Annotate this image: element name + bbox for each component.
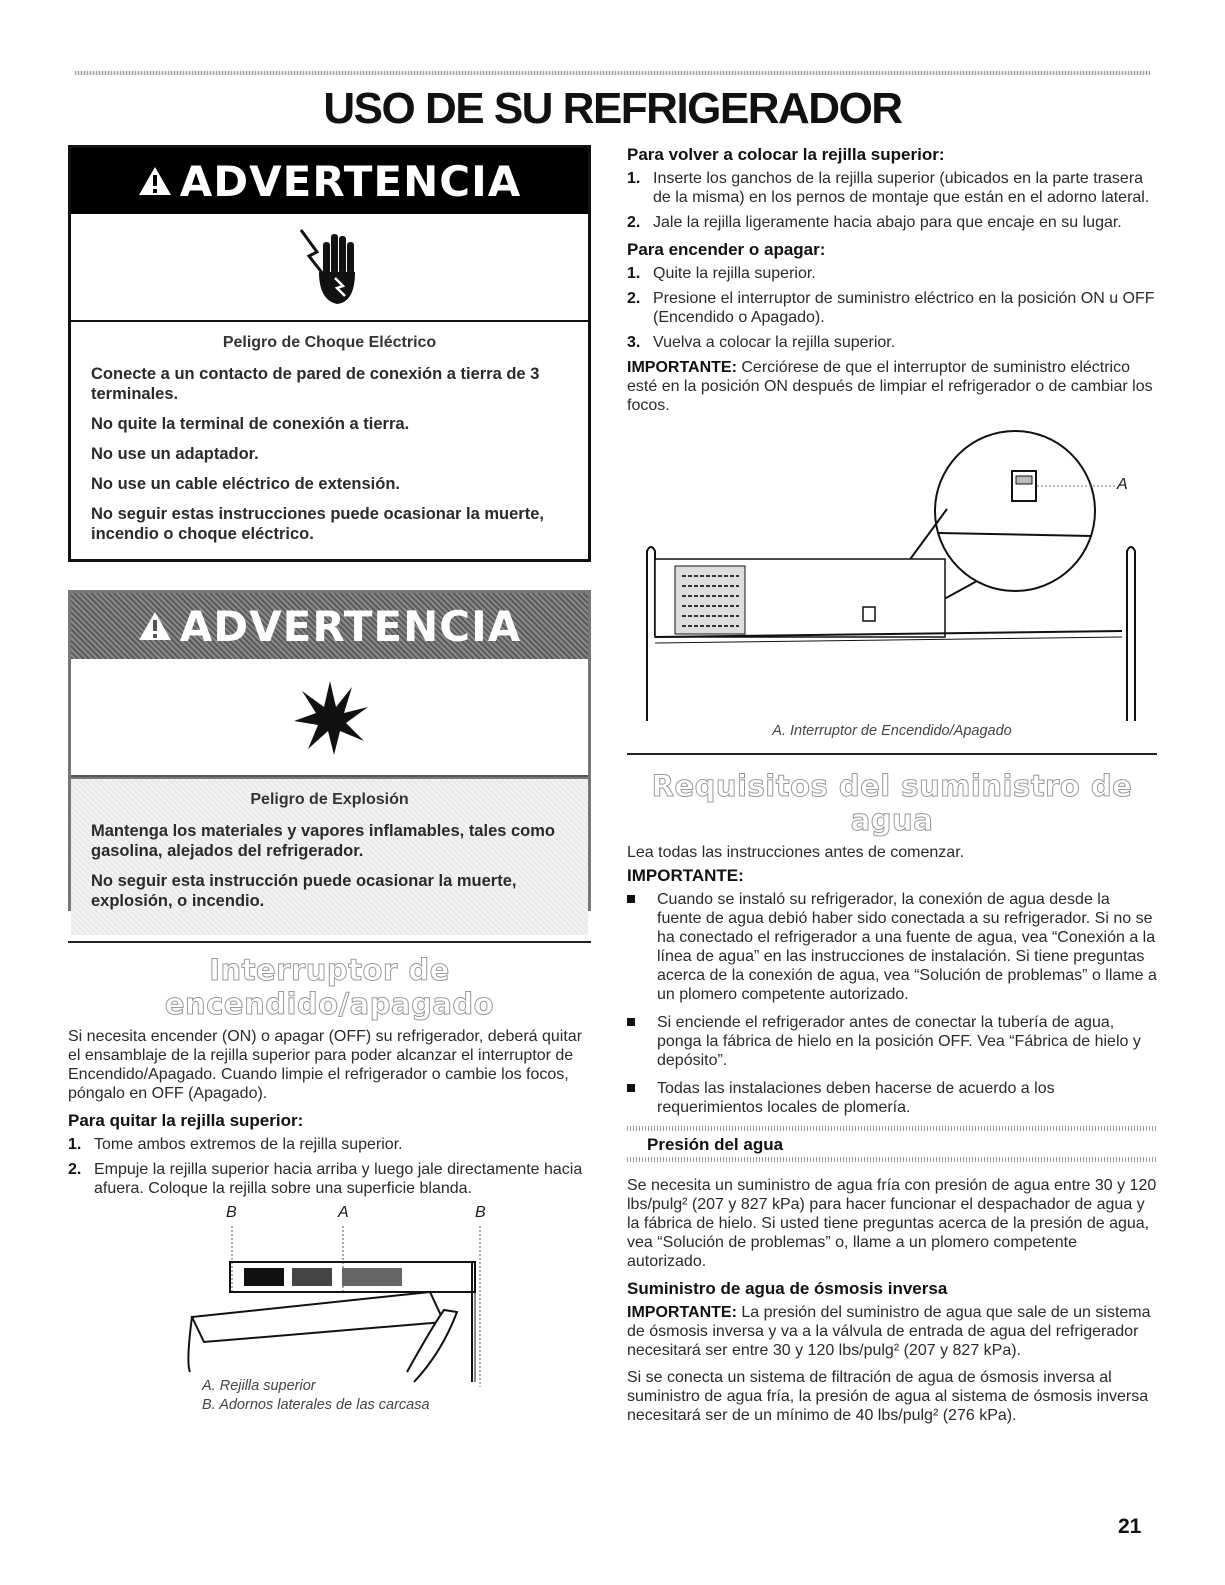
figure-caption: A. Rejilla superior bbox=[202, 1378, 316, 1394]
dotted-rule bbox=[627, 1126, 1157, 1131]
water-section-heading: Requisitos del suministro de agua bbox=[651, 768, 1133, 837]
left-column bbox=[68, 145, 591, 1419]
figure-caption: B. Adornos laterales de las carcasa bbox=[202, 1397, 430, 1413]
warning-banner-text: ADVERTENCIA bbox=[179, 156, 522, 206]
list-item: 2. Empuje la rejilla superior hacia arriba y luego jale directamente hacia afuera. Coloque la rejilla sobre una superficie blanda. bbox=[68, 1161, 583, 1197]
switch-section-heading: Interruptor de encendido/apagado bbox=[164, 953, 495, 1021]
list-item: 2. Jale la rejilla ligeramente hacia abajo para que encaje en su lugar. bbox=[627, 214, 1122, 231]
replace-grille-heading: Para volver a colocar la rejilla superior: bbox=[627, 145, 945, 164]
figure-label-b-left: B bbox=[226, 1204, 237, 1221]
warning-triangle-icon bbox=[138, 166, 172, 196]
explosion-icon-area bbox=[71, 659, 588, 777]
list-item: 1. Inserte los ganchos de la rejilla superior (ubicados en la parte trasera de la misma) en los pernos de montaje que están en el adorno lateral. bbox=[627, 170, 1150, 206]
dotted-rule bbox=[627, 1157, 1157, 1162]
warning-triangle-icon bbox=[138, 611, 172, 641]
explosion-icon bbox=[290, 677, 370, 757]
switch-location-illustration bbox=[627, 421, 1157, 721]
warning-line: No seguir esta instrucción puede ocasionar la muerte, explosión, o incendio. bbox=[91, 872, 517, 910]
switch-location-figure bbox=[627, 421, 1157, 751]
right-column bbox=[627, 145, 1157, 1425]
section-rule bbox=[627, 753, 1157, 755]
list-item: Si enciende el refrigerador antes de conectar la tubería de agua, ponga la fábrica de hielo en la posición OFF. Vea “Fábrica de hielo y depósito”. bbox=[627, 1013, 1157, 1070]
replace-grille-steps bbox=[627, 169, 1157, 232]
warning-line: No use un cable eléctrico de extensión. bbox=[91, 475, 401, 493]
shock-icon-area bbox=[71, 214, 588, 322]
warning-banner bbox=[71, 148, 588, 214]
page-number: 21 bbox=[1118, 1515, 1142, 1538]
warning-body bbox=[71, 777, 588, 935]
list-item: Cuando se instaló su refrigerador, la conexión de agua desde la fuente de agua debió haber sido conectada a su refrigerador. Si no se ha conectado el refrigerador a una fuente de agua, vea “Conexión a la línea de agua” en las instrucciones de instalación. Si tiene preguntas acerca de la conexión de agua, vea “Solución de problemas” o llame a un plomero competente autorizado. bbox=[627, 890, 1157, 1004]
figure-label-b-right: B bbox=[475, 1204, 486, 1221]
hazard-title: Peligro de Explosión bbox=[250, 791, 409, 808]
water-intro: Lea todas las instrucciones antes de comenzar. bbox=[627, 843, 965, 861]
important-note: IMPORTANTE: Cerciórese de que el interruptor de suministro eléctrico esté en la posición ON después de limpiar el refrigerador o de cambiar los focos. bbox=[627, 359, 1153, 414]
warning-line: Mantenga los materiales y vapores inflamables, tales como gasolina, alejados del refrigerador. bbox=[91, 822, 556, 860]
reverse-osmosis-text: Si se conecta un sistema de filtración de agua de ósmosis inversa al suministro de agua fría, la presión de agua al sistema de ósmosis inversa necesitará ser de un mínimo de 40 lbs/pulg² (276 kPa). bbox=[627, 1368, 1149, 1424]
warning-line: No quite la terminal de conexión a tierra. bbox=[91, 415, 410, 433]
list-item: 3. Vuelva a colocar la rejilla superior. bbox=[627, 334, 896, 351]
electric-shock-hand-icon bbox=[295, 222, 365, 312]
figure-caption: A. Interruptor de Encendido/Apagado bbox=[772, 723, 1012, 739]
warning-line: No seguir estas instrucciones puede ocasionar la muerte, incendio o choque eléctrico. bbox=[91, 505, 544, 543]
explosion-warning-box bbox=[68, 590, 591, 911]
list-item: 2. Presione el interruptor de suministro eléctrico en la posición ON u OFF (Encendido o Apagado). bbox=[627, 290, 1155, 326]
water-requirements-list bbox=[627, 890, 1157, 1117]
figure-label-a: A bbox=[1117, 476, 1128, 493]
electric-shock-warning-box bbox=[68, 145, 591, 562]
hazard-title: Peligro de Choque Eléctrico bbox=[222, 334, 437, 351]
water-pressure-text: Se necesita un suministro de agua fría con presión de agua entre 30 y 120 lbs/pulg² (207 y 827 kPa) para hacer funcionar el despachador de agua y la fábrica de hielo. Si usted tiene preguntas acerca de la presión de agua, vea “Solución de problemas” o, llame a un plomero competente autorizado. bbox=[627, 1176, 1157, 1270]
warning-banner bbox=[71, 593, 588, 659]
remove-grille-steps bbox=[68, 1135, 591, 1198]
warning-line: Conecte a un contacto de pared de conexión a tierra de 3 terminales. bbox=[91, 365, 540, 403]
grille-removal-figure bbox=[68, 1204, 591, 1419]
list-item: 1. Quite la rejilla superior. bbox=[627, 265, 816, 282]
section-rule bbox=[68, 941, 591, 943]
list-item: Todas las instalaciones deben hacerse de acuerdo a los requerimientos locales de plomería. bbox=[627, 1079, 1157, 1117]
remove-grille-heading: Para quitar la rejilla superior: bbox=[68, 1111, 304, 1130]
warning-body bbox=[71, 322, 588, 568]
onoff-steps bbox=[627, 264, 1157, 352]
reverse-osmosis-heading: Suministro de agua de ósmosis inversa bbox=[627, 1278, 948, 1298]
figure-label-a: A bbox=[338, 1204, 349, 1221]
important-heading: IMPORTANTE: bbox=[627, 865, 744, 885]
top-dotted-rule bbox=[75, 71, 1150, 75]
page-title: USO DE SU REFRIGERADOR bbox=[323, 84, 902, 133]
list-item: 1. Tome ambos extremos de la rejilla superior. bbox=[68, 1136, 403, 1153]
warning-banner-text: ADVERTENCIA bbox=[179, 601, 522, 651]
switch-intro: Si necesita encender (ON) o apagar (OFF) su refrigerador, deberá quitar el ensamblaje de la rejilla superior para poder alcanzar el interruptor de Encendido/Apagado. Cuando limpie el refrigerador o cambie los focos, póngalo en OFF (Apagado). bbox=[68, 1028, 583, 1102]
water-pressure-heading: Presión del agua bbox=[647, 1134, 784, 1154]
reverse-osmosis-important: IMPORTANTE: La presión del suministro de agua que sale de un sistema de ósmosis inversa y va a la válvula de entrada de agua del refrigerador necesitará ser entre 30 y 120 lbs/pulg² (207 y 827 kPa). bbox=[627, 1303, 1151, 1359]
onoff-heading: Para encender o apagar: bbox=[627, 240, 826, 259]
warning-line: No use un adaptador. bbox=[91, 445, 259, 463]
